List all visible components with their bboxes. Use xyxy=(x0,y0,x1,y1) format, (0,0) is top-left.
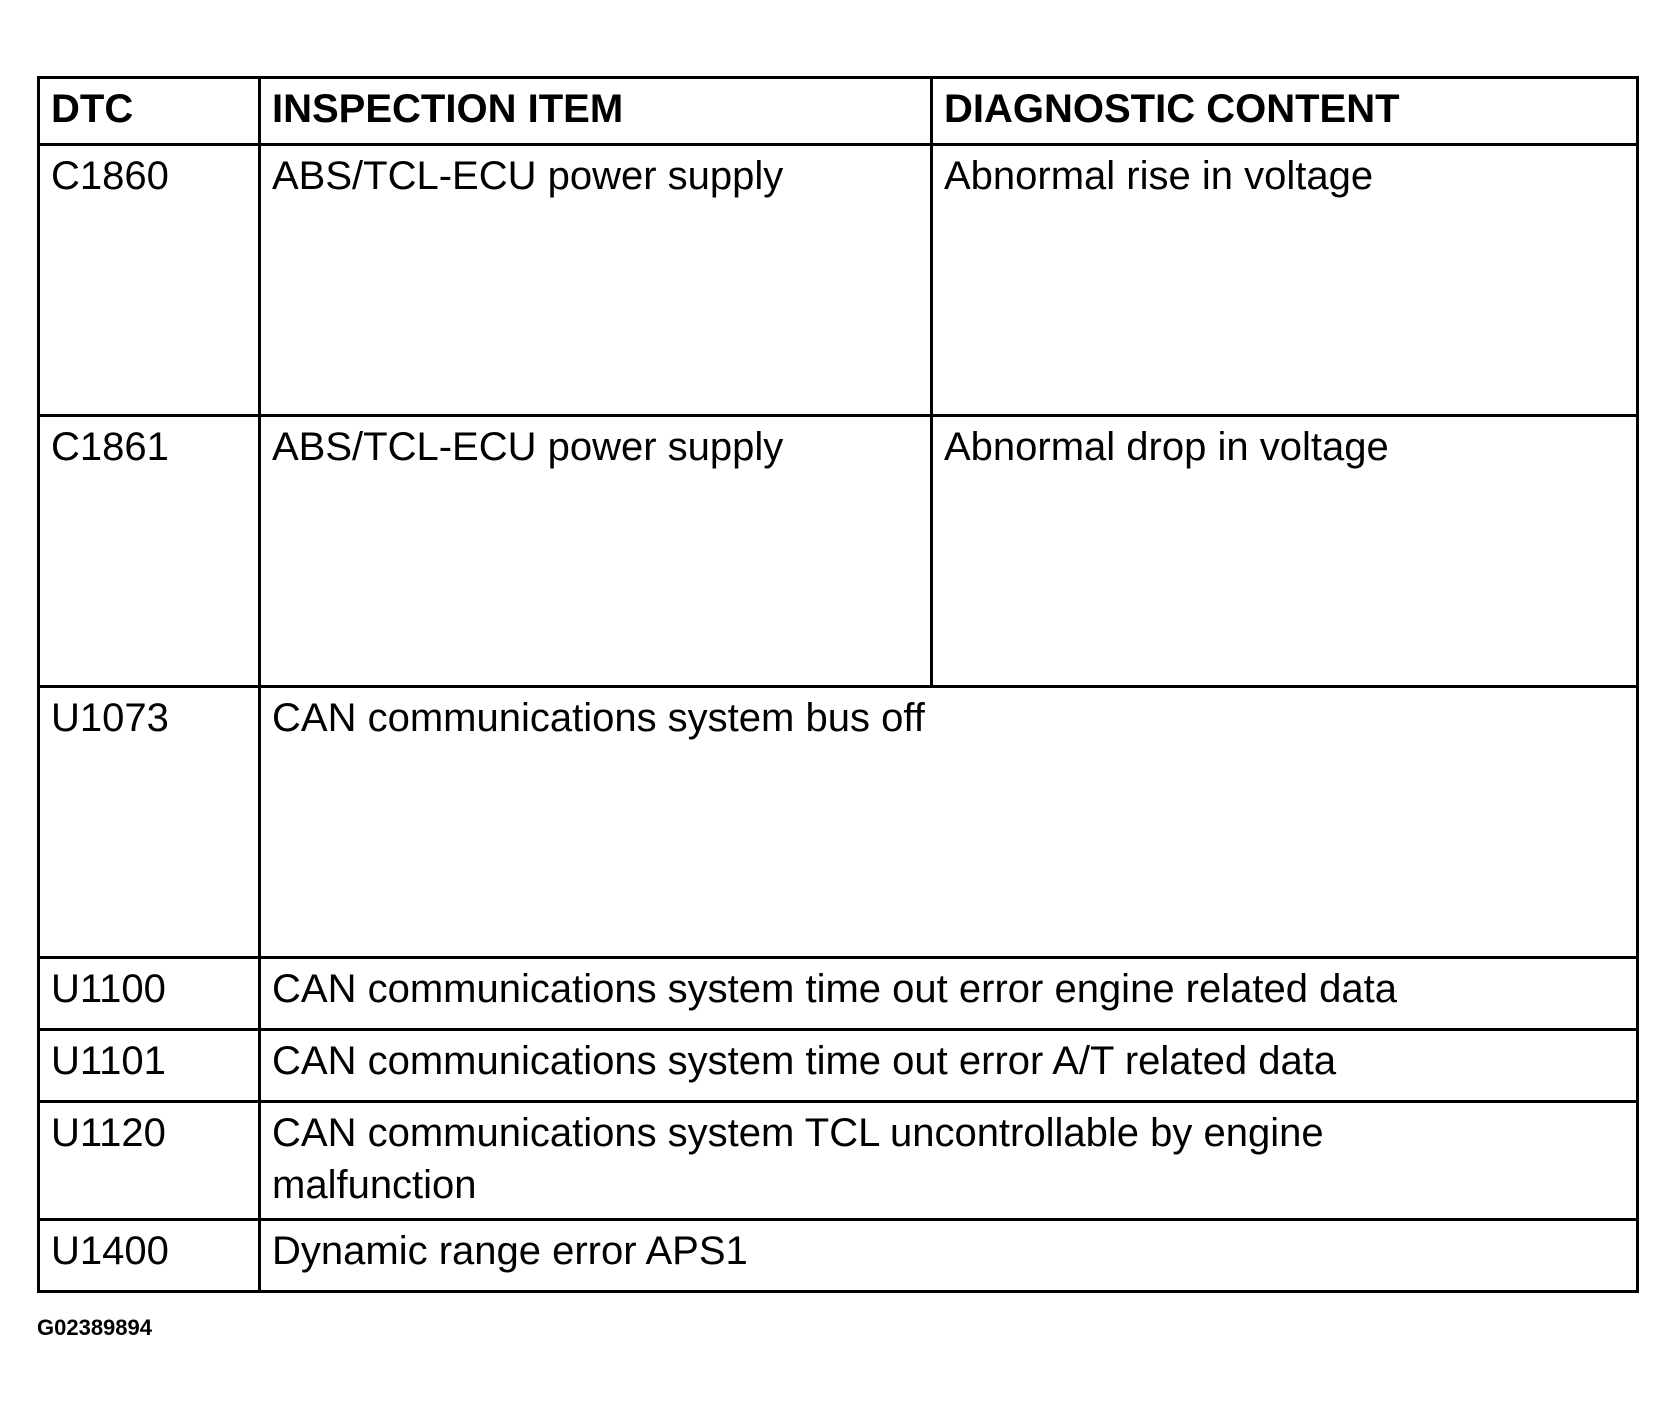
table-row xyxy=(39,1220,1638,1292)
inspection-item: ABS/TCL-ECU power supply xyxy=(260,145,932,416)
description: CAN communications system TCL uncontrollable by engine malfunction xyxy=(260,1102,1638,1220)
description: CAN communications system bus off xyxy=(260,687,1638,958)
dtc-code: U1100 xyxy=(39,958,260,1030)
description: CAN communications system time out error A/T related data xyxy=(260,1030,1638,1102)
dtc-code: U1400 xyxy=(39,1220,260,1292)
dtc-code: U1073 xyxy=(39,687,260,958)
header-dtc: DTC xyxy=(39,78,260,145)
table-row xyxy=(39,145,1638,416)
table-row xyxy=(39,1102,1638,1220)
header-inspection-item: INSPECTION ITEM xyxy=(260,78,932,145)
dtc-code: C1861 xyxy=(39,416,260,687)
header-diagnostic-content: DIAGNOSTIC CONTENT xyxy=(932,78,1638,145)
table-header-row xyxy=(39,78,1638,145)
dtc-table xyxy=(37,76,1639,1293)
dtc-code: C1860 xyxy=(39,145,260,416)
figure-code: G02389894 xyxy=(37,1315,152,1340)
table-row xyxy=(39,416,1638,687)
table-row xyxy=(39,1030,1638,1102)
diagnostic-content: Abnormal rise in voltage xyxy=(932,145,1638,416)
dtc-code: U1101 xyxy=(39,1030,260,1102)
description: CAN communications system time out error engine related data xyxy=(260,958,1638,1030)
diagnostic-content: Abnormal drop in voltage xyxy=(932,416,1638,687)
dtc-code: U1120 xyxy=(39,1102,260,1220)
table-row xyxy=(39,687,1638,958)
table-row xyxy=(39,958,1638,1030)
inspection-item: ABS/TCL-ECU power supply xyxy=(260,416,932,687)
description: Dynamic range error APS1 xyxy=(260,1220,1638,1292)
